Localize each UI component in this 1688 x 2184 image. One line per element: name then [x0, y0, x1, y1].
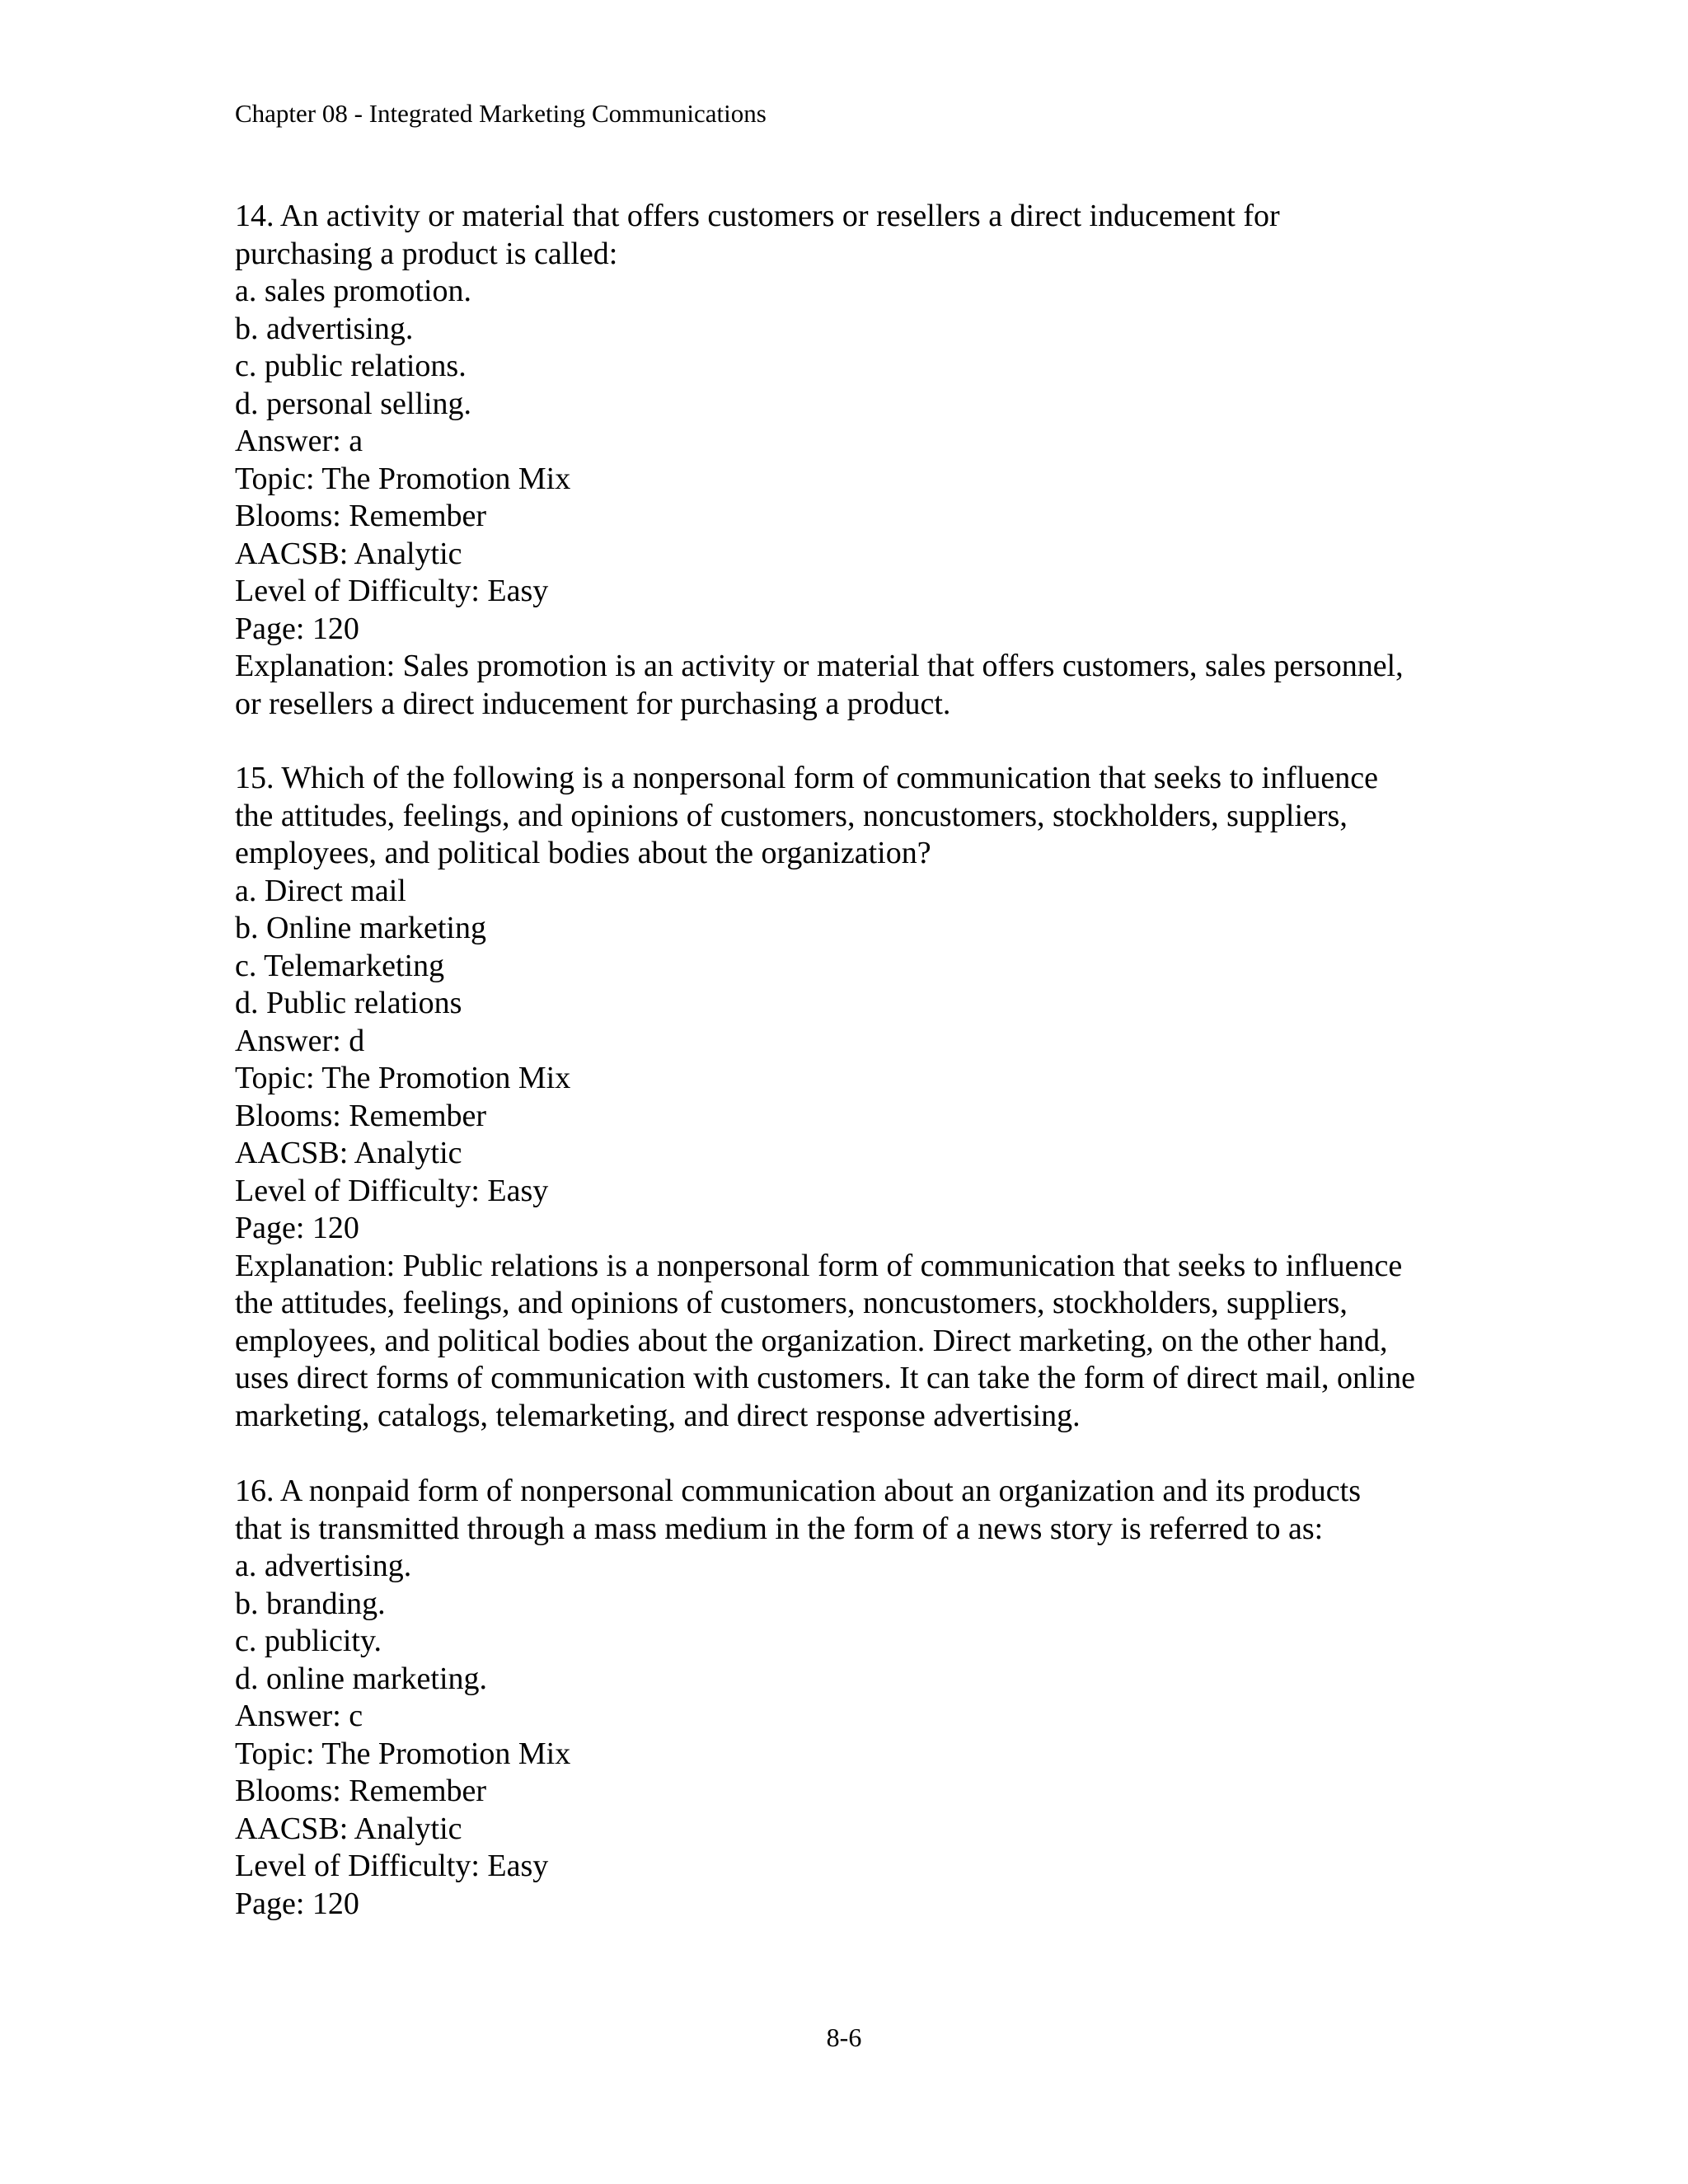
explanation-line: marketing, catalogs, telemarketing, and direct response advertising. — [235, 1398, 1081, 1433]
chapter-header: Chapter 08 - Integrated Marketing Communications — [235, 99, 767, 128]
page-meta: Page: 120 — [235, 1886, 359, 1921]
answer-option-d: d. personal selling. — [235, 386, 472, 421]
answer-key: Answer: c — [235, 1699, 363, 1733]
topic-meta: Topic: The Promotion Mix — [235, 1736, 571, 1771]
explanation-line: or resellers a direct inducement for purchasing a product. — [235, 686, 951, 721]
question-stem-line: purchasing a product is called: — [235, 236, 618, 271]
question-stem-line: the attitudes, feelings, and opinions of customers, noncustomers, stockholders, suppliers, — [235, 798, 1348, 833]
difficulty-meta: Level of Difficulty: Easy — [235, 1173, 549, 1208]
explanation-line: Explanation: Sales promotion is an activity or material that offers customers, sales personnel, — [235, 649, 1404, 683]
topic-meta: Topic: The Promotion Mix — [235, 461, 571, 496]
page-number: 8-6 — [826, 2022, 862, 2052]
page-meta: Page: 120 — [235, 1211, 359, 1245]
question-block-14 — [235, 198, 1488, 723]
answer-option-c: c. Telemarketing — [235, 948, 445, 983]
aacsb-meta: AACSB: Analytic — [235, 1136, 462, 1170]
explanation-line: the attitudes, feelings, and opinions of customers, noncustomers, stockholders, suppliers, — [235, 1286, 1348, 1320]
answer-option-b: b. advertising. — [235, 311, 414, 346]
aacsb-meta: AACSB: Analytic — [235, 536, 462, 571]
answer-option-d: d. online marketing. — [235, 1661, 488, 1696]
answer-option-a: a. Direct mail — [235, 873, 406, 908]
answer-option-a: a. advertising. — [235, 1549, 412, 1583]
question-stem-line: employees, and political bodies about the organization? — [235, 836, 931, 870]
aacsb-meta: AACSB: Analytic — [235, 1811, 462, 1846]
answer-option-c: c. public relations. — [235, 349, 467, 383]
explanation-line: employees, and political bodies about the organization. Direct marketing, on the other hand, — [235, 1323, 1388, 1358]
answer-option-d: d. Public relations — [235, 986, 462, 1020]
answer-key: Answer: a — [235, 424, 363, 458]
answer-key: Answer: d — [235, 1023, 365, 1058]
question-stem-line: 15. Which of the following is a nonpersonal form of communication that seeks to influence — [235, 761, 1379, 795]
difficulty-meta: Level of Difficulty: Easy — [235, 574, 549, 608]
page-meta: Page: 120 — [235, 611, 359, 646]
question-stem-line: 14. An activity or material that offers customers or resellers a direct inducement for — [235, 199, 1280, 233]
topic-meta: Topic: The Promotion Mix — [235, 1061, 571, 1095]
blooms-meta: Blooms: Remember — [235, 1774, 487, 1808]
question-stem-line: 16. A nonpaid form of nonpersonal communication about an organization and its products — [235, 1474, 1361, 1508]
difficulty-meta: Level of Difficulty: Easy — [235, 1849, 549, 1883]
question-block-15 — [235, 760, 1488, 1435]
answer-option-b: b. Online marketing — [235, 911, 486, 945]
answer-option-c: c. publicity. — [235, 1624, 382, 1658]
answer-option-b: b. branding. — [235, 1586, 386, 1621]
explanation-line: uses direct forms of communication with customers. It can take the form of direct mail, online — [235, 1361, 1415, 1395]
blooms-meta: Blooms: Remember — [235, 499, 487, 533]
question-stem-line: that is transmitted through a mass medium in the form of a news story is referred to as: — [235, 1511, 1324, 1546]
question-block-16 — [235, 1473, 1488, 1923]
answer-option-a: a. sales promotion. — [235, 274, 472, 308]
blooms-meta: Blooms: Remember — [235, 1098, 487, 1133]
explanation-line: Explanation: Public relations is a nonpersonal form of communication that seeks to influence — [235, 1248, 1403, 1283]
